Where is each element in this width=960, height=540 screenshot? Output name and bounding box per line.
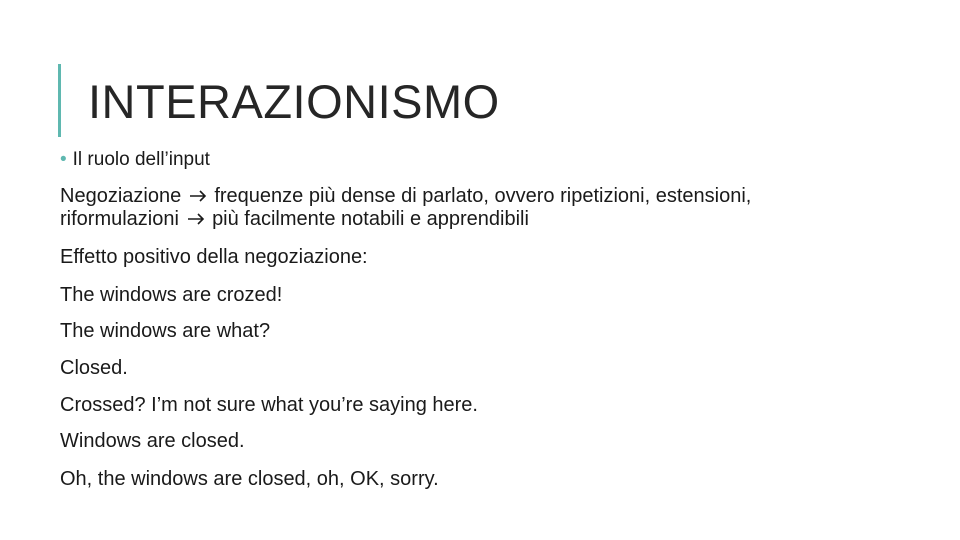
right-arrow-icon xyxy=(189,190,207,202)
dialogue-line: The windows are what? xyxy=(60,320,271,342)
slide-title: INTERAZIONISMO xyxy=(88,75,500,128)
reformulation-term: riformulazioni xyxy=(60,208,179,230)
dialogue-line: Closed. xyxy=(60,357,128,379)
negotiation-term: Negoziazione xyxy=(60,185,182,207)
reformulation-description: più facilmente notabili e apprendibili xyxy=(212,208,529,230)
bullet-item xyxy=(60,148,210,172)
right-arrow-icon xyxy=(187,213,205,225)
negotiation-line-1 xyxy=(60,185,751,208)
negotiation-description: frequenze più dense di parlato, ovvero ripetizioni, estensioni, xyxy=(214,185,752,207)
bullet-dot-icon: • xyxy=(60,149,67,170)
dialogue-line: Oh, the windows are closed, oh, OK, sorry. xyxy=(60,468,439,490)
title-accent-bar xyxy=(58,64,61,137)
dialogue-line: The windows are crozed! xyxy=(60,284,283,306)
dialogue-line: Windows are closed. xyxy=(60,430,245,452)
effect-heading: Effetto positivo della negoziazione: xyxy=(60,246,368,268)
negotiation-line-2 xyxy=(60,208,529,231)
dialogue-line: Crossed? I’m not sure what you’re saying here. xyxy=(60,394,478,416)
bullet-text: Il ruolo dell’input xyxy=(72,149,210,170)
